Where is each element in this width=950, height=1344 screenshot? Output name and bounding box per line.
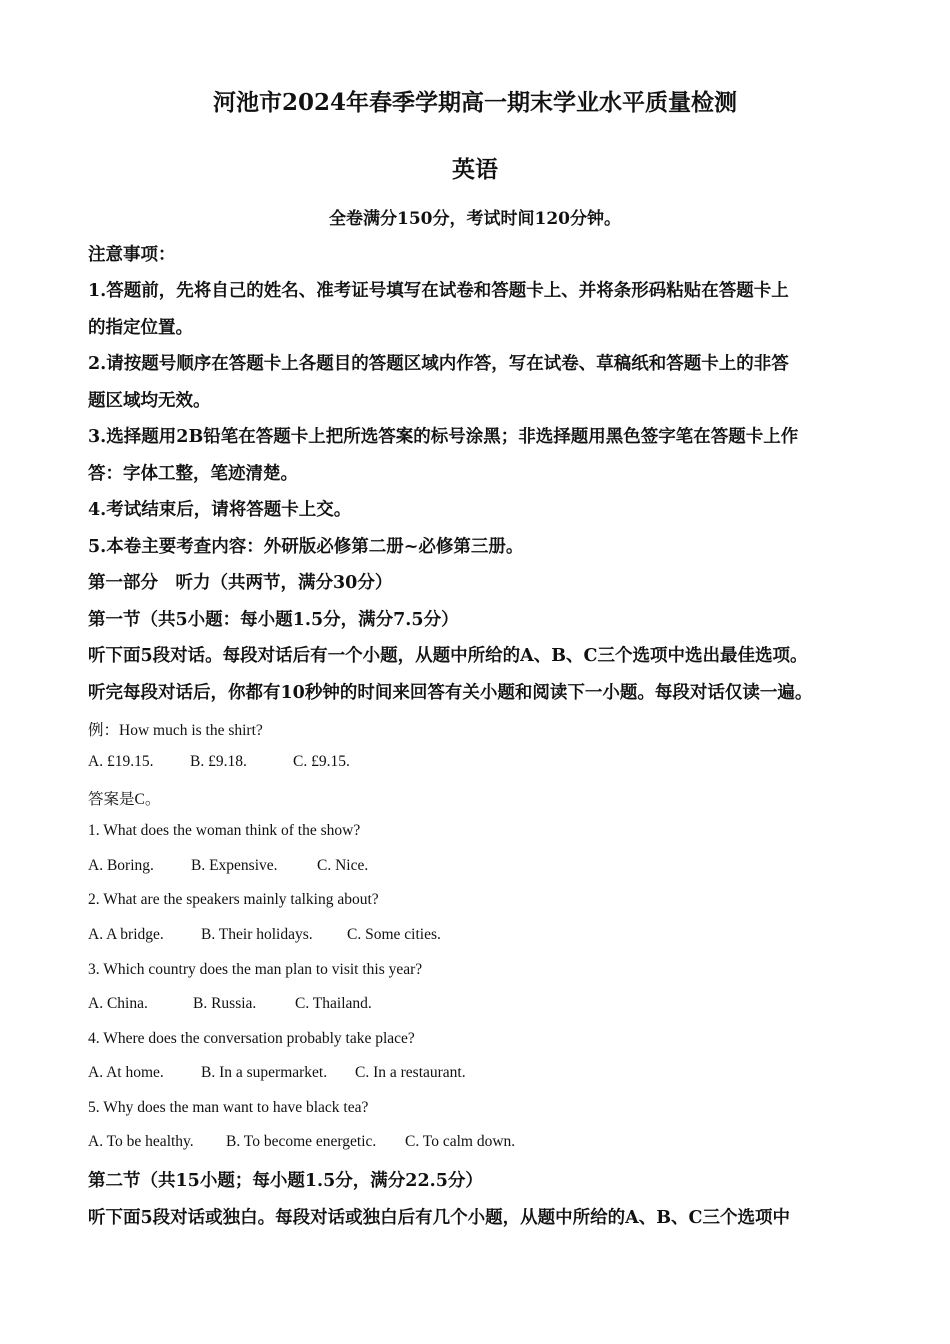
note-line: 题区域均无效。 [88, 391, 211, 411]
note-line: 2.请按题号顺序在答题卡上各题目的答题区域内作答，写在试卷、草稿纸和答题卡上的非答 [88, 354, 789, 374]
question-options [88, 1064, 466, 1082]
example-question: 例：How much is the shirt? [88, 722, 263, 739]
example-answer: 答案是C。 [88, 791, 161, 808]
option: B. In a supermarket. [201, 1064, 328, 1081]
question-options [88, 995, 372, 1013]
option: A. At home. [88, 1064, 164, 1081]
option: C. £9.15. [293, 753, 350, 770]
question: 5. Why does the man want to have black tea? [88, 1099, 369, 1116]
option: B. To become energetic. [226, 1133, 377, 1150]
question-options [88, 926, 441, 944]
section1-instruction: 听完每段对话后，你都有10秒钟的时间来回答有关小题和阅读下一小题。每段对话仅读一遍。 [88, 683, 813, 703]
option: C. Nice. [317, 857, 369, 874]
section1-heading: 第一节（共5小题：每小题1.5分，满分7.5分） [88, 610, 459, 630]
note-line: 的指定位置。 [88, 318, 193, 338]
exam-info: 全卷满分150分，考试时间120分钟。 [329, 209, 621, 229]
notes-heading: 注意事项： [88, 245, 176, 265]
question: 3. Which country does the man plan to visit this year? [88, 961, 423, 978]
question: 2. What are the speakers mainly talking about? [88, 891, 379, 908]
section2-instruction: 听下面5段对话或独白。每段对话或独白后有几个小题，从题中所给的A、B、C三个选项中 [88, 1208, 790, 1228]
option: A. Boring. [88, 857, 154, 874]
note-line: 答：字体工整，笔迹清楚。 [88, 464, 298, 484]
part1-heading: 第一部分 听力（共两节，满分30分） [88, 573, 393, 593]
option: C. Some cities. [347, 926, 441, 943]
question: 4. Where does the conversation probably take place? [88, 1030, 415, 1047]
note-line: 1.答题前，先将自己的姓名、准考证号填写在试卷和答题卡上、并将条形码粘贴在答题卡上 [88, 281, 789, 301]
question-options [88, 857, 368, 875]
option: C. To calm down. [405, 1133, 516, 1150]
section2-heading: 第二节（共15小题；每小题1.5分，满分22.5分） [88, 1171, 483, 1191]
note-line: 4.考试结束后，请将答题卡上交。 [88, 500, 352, 520]
option: A. To be healthy. [88, 1133, 194, 1150]
option: B. Russia. [193, 995, 257, 1012]
option: B. Expensive. [191, 857, 278, 874]
option: A. China. [88, 995, 148, 1012]
note-line: 5.本卷主要考查内容：外研版必修第二册~必修第三册。 [88, 537, 524, 557]
question-options [88, 1133, 515, 1151]
option: C. Thailand. [295, 995, 372, 1012]
question: 1. What does the woman think of the show? [88, 822, 361, 839]
page-title: 河池市2024年春季学期高一期末学业水平质量检测 [212, 89, 737, 116]
option: C. In a restaurant. [355, 1064, 466, 1081]
option: B. Their holidays. [201, 926, 313, 943]
option: B. £9.18. [190, 753, 247, 770]
section1-instruction: 听下面5段对话。每段对话后有一个小题，从题中所给的A、B、C三个选项中选出最佳选项。 [88, 646, 808, 666]
subject-title: 英语 [452, 156, 498, 183]
option: A. £19.15. [88, 753, 154, 770]
note-line: 3.选择题用2B铅笔在答题卡上把所选答案的标号涂黑；非选择题用黑色签字笔在答题卡上作 [88, 427, 799, 447]
example-options [88, 753, 350, 771]
option: A. A bridge. [88, 926, 164, 943]
